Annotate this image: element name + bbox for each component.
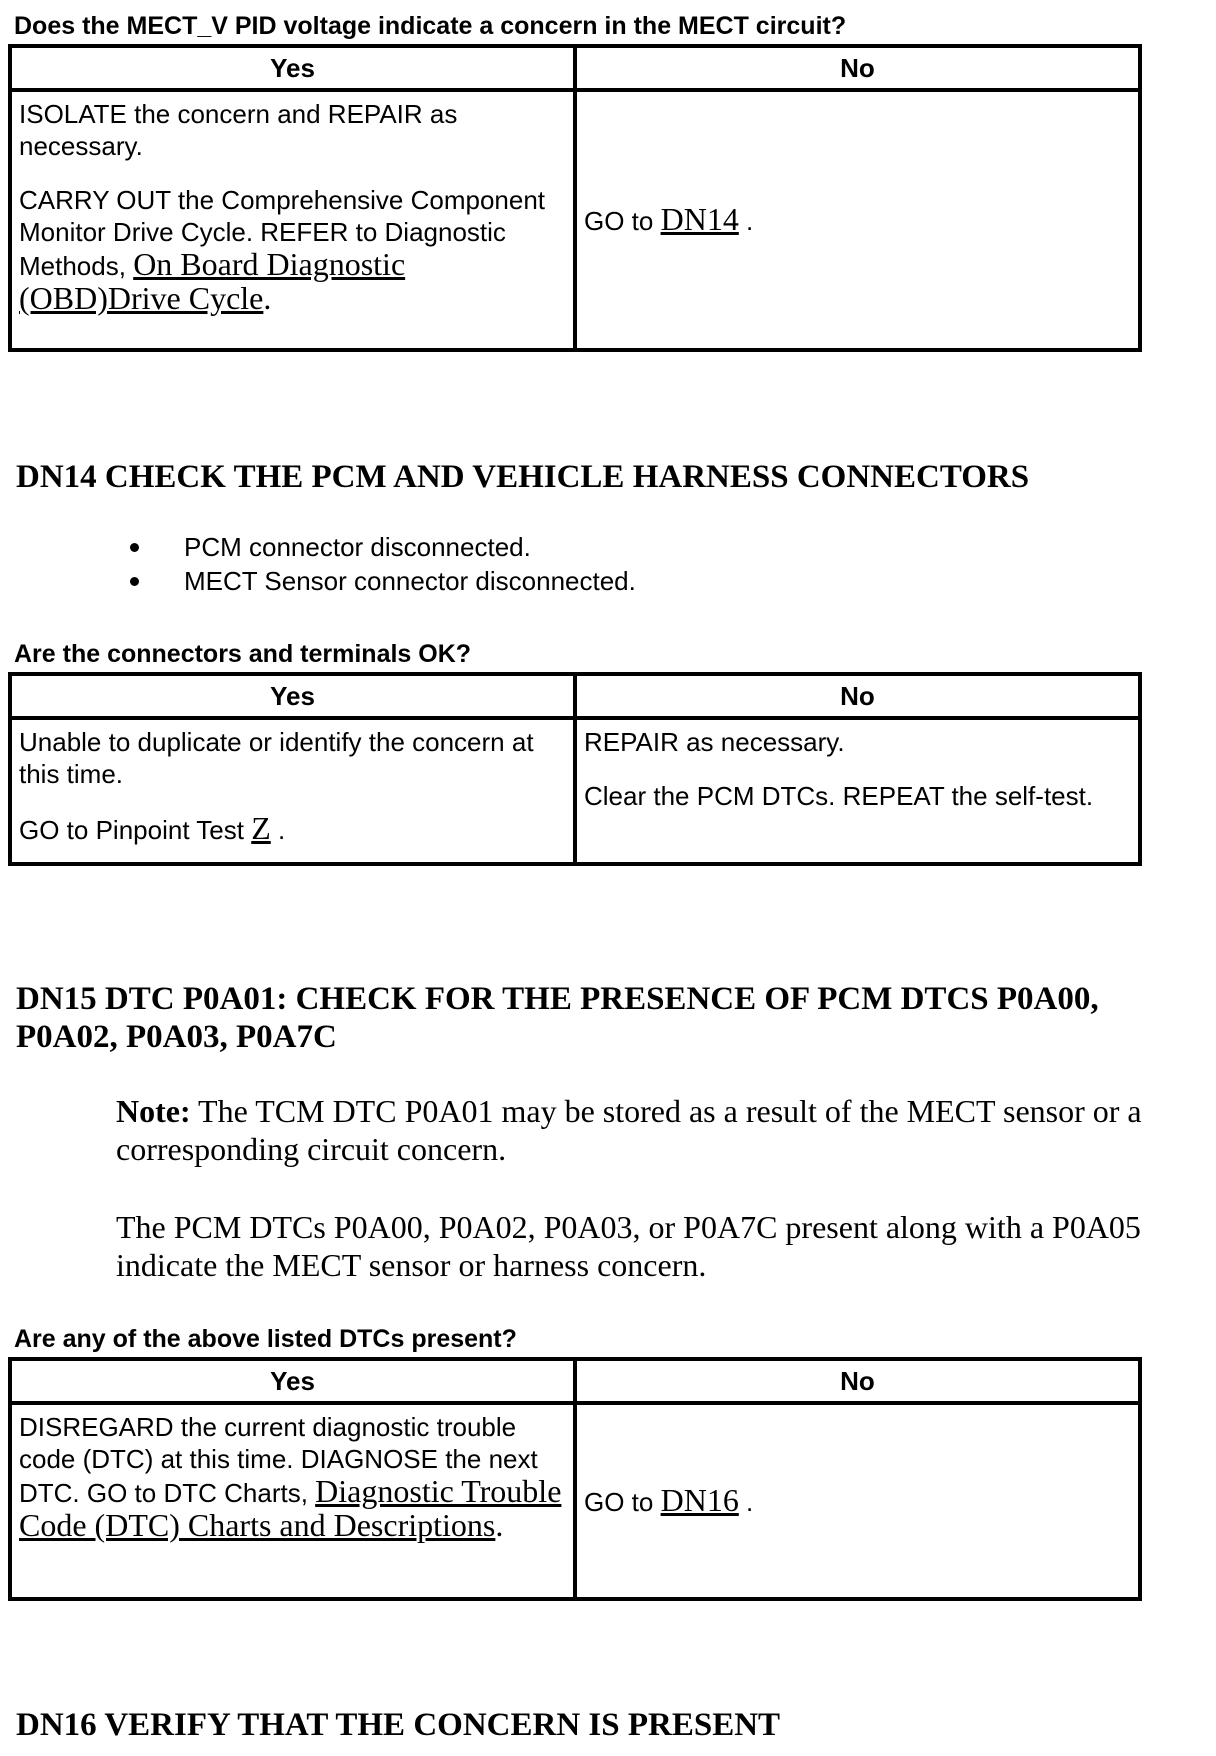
dn16-heading: DN16 VERIFY THAT THE CONCERN IS PRESENT xyxy=(16,1707,781,1743)
decision-table-mect-v xyxy=(8,44,1142,352)
no-text: GO to xyxy=(584,1487,654,1517)
yes-header: Yes xyxy=(10,46,575,90)
note-label: Note: xyxy=(116,1093,191,1129)
pinpoint-test-z-link[interactable]: Z xyxy=(251,810,271,846)
dn16-link[interactable]: DN16 xyxy=(660,1482,739,1518)
no-header: No xyxy=(575,46,1140,90)
yes-paragraph: ISOLATE the concern and REPAIR as necessary. xyxy=(19,99,458,161)
period: . xyxy=(263,280,272,316)
yes-cell xyxy=(10,1403,575,1599)
no-header: No xyxy=(575,1359,1140,1403)
dn15-note xyxy=(116,1092,1206,1168)
period: . xyxy=(278,815,286,845)
no-header: No xyxy=(575,674,1140,718)
decision-table-dtcs xyxy=(8,1357,1142,1601)
period: . xyxy=(495,1507,504,1543)
yes-header: Yes xyxy=(10,674,575,718)
yes-paragraph xyxy=(19,184,566,316)
question-mect-v-pid: Does the MECT_V PID voltage indicate a concern in the MECT circuit? xyxy=(14,12,847,40)
decision-table-connectors xyxy=(8,672,1142,866)
yes-paragraph xyxy=(19,812,566,846)
dn15-note-paragraph: The PCM DTCs P0A00, P0A02, P0A03, or P0A7C present along with a P0A05 indicate the MECT sensor or harness concern. xyxy=(116,1209,1141,1283)
no-cell xyxy=(575,90,1140,350)
dn14-link[interactable]: DN14 xyxy=(660,201,739,237)
yes-text: DISREGARD the current diagnostic trouble code (DTC) at this time. DIAGNOSE the next DTC. GO to DTC Charts, xyxy=(19,1412,538,1508)
yes-text: GO to Pinpoint Test xyxy=(19,815,244,845)
no-paragraph: Clear the PCM DTCs. REPEAT the self-test. xyxy=(584,781,1094,811)
period: . xyxy=(746,206,754,236)
yes-cell xyxy=(10,718,575,864)
yes-header: Yes xyxy=(10,1359,575,1403)
note-text: The TCM DTC P0A01 may be stored as a result of the MECT sensor or a corresponding circuit concern. xyxy=(116,1093,1142,1167)
yes-paragraph: Unable to duplicate or identify the concern at this time. xyxy=(19,727,534,789)
no-cell xyxy=(575,718,1140,864)
period: . xyxy=(746,1487,754,1517)
no-paragraph: REPAIR as necessary. xyxy=(584,727,845,757)
dn15-heading: DN15 DTC P0A01: CHECK FOR THE PRESENCE OF PCM DTCS P0A00, P0A02, P0A03, P0A7C xyxy=(16,981,1099,1055)
obd-drive-cycle-link[interactable]: On Board Diagnostic (OBD)Drive Cycle xyxy=(19,246,406,316)
bullet-icon xyxy=(130,543,139,552)
dn14-bullet-list xyxy=(130,530,636,598)
dtc-charts-link[interactable]: Diagnostic Trouble Code (DTC) Charts and Descriptions xyxy=(19,1473,562,1543)
no-cell xyxy=(575,1403,1140,1599)
list-item: MECT Sensor connector disconnected. xyxy=(130,564,636,598)
question-dtcs-present: Are any of the above listed DTCs present? xyxy=(14,1325,517,1353)
no-text: GO to xyxy=(584,206,654,236)
yes-text: CARRY OUT the Comprehensive Component Monitor Drive Cycle. REFER to Diagnostic Methods, xyxy=(19,185,546,281)
dn14-heading: DN14 CHECK THE PCM AND VEHICLE HARNESS CONNECTORS xyxy=(16,459,1030,495)
list-item: PCM connector disconnected. xyxy=(130,530,636,564)
bullet-icon xyxy=(130,577,139,586)
yes-cell xyxy=(10,90,575,350)
question-connectors-ok: Are the connectors and terminals OK? xyxy=(14,640,472,668)
